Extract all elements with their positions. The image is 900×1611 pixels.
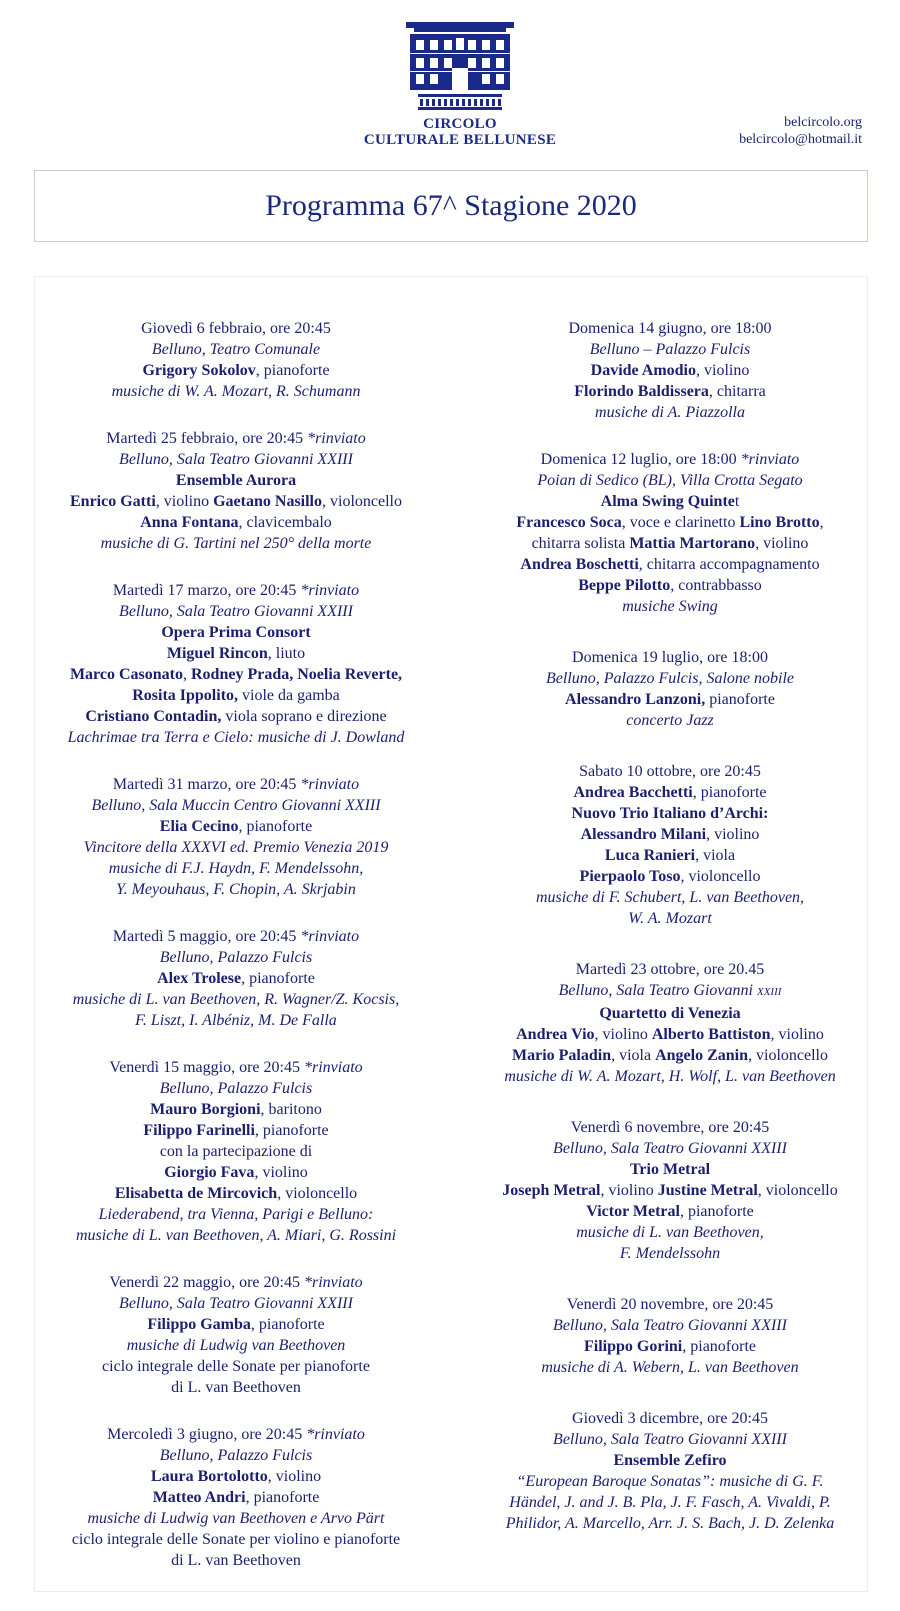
event-text: musiche di Ludwig van Beethoven: [126, 1337, 346, 1354]
performer-name: Trio Metral: [629, 1161, 711, 1178]
event-text: , pianoforte: [250, 1316, 325, 1333]
event-text: Belluno – Palazzo Fulcis: [589, 341, 751, 358]
event-text: , pianoforte: [238, 818, 313, 835]
contact-info: [739, 114, 862, 148]
event-line: [460, 1336, 880, 1357]
event-date-text: Venerdì 15 maggio, ore 20:45: [109, 1059, 300, 1076]
event-text: musiche di W. A. Mozart, R. Schumann: [111, 383, 361, 400]
performer-name: Davide Amodio: [590, 362, 696, 379]
event-item: [26, 1424, 446, 1571]
event-line: [26, 685, 446, 706]
event-line: [460, 668, 880, 689]
event-line: [26, 837, 446, 858]
event-line: [26, 533, 446, 554]
event-text: Belluno, Sala Teatro Giovanni XXIII: [553, 1431, 787, 1448]
email-link[interactable]: belcircolo@hotmail.it: [739, 132, 862, 147]
performer-name: Mario Paladin: [511, 1047, 612, 1064]
event-line: [460, 1066, 880, 1087]
event-item: [26, 580, 446, 748]
event-text: , violoncello: [277, 1185, 358, 1202]
event-line: [26, 1508, 446, 1529]
performer-name: Matteo Andri: [152, 1489, 246, 1506]
performer-name: Giorgio Fava: [164, 1164, 255, 1181]
event-text: Belluno, Palazzo Fulcis: [159, 1447, 313, 1464]
event-date: [26, 1057, 446, 1078]
event-item: [26, 428, 446, 554]
event-line: [26, 1183, 446, 1204]
event-text: , violino: [155, 493, 214, 510]
event-date: [26, 428, 446, 449]
event-text: , pianoforte: [682, 1338, 756, 1355]
performer-name: Alessandro Milani: [580, 826, 707, 843]
event-text: , chitarra accompagnamento: [638, 556, 820, 573]
event-text: , pianoforte: [679, 1203, 754, 1220]
event-date: [460, 318, 880, 339]
postponed-note: *rinviato: [302, 1426, 365, 1443]
event-text: F. Mendelssohn: [619, 1245, 721, 1262]
event-line: [26, 1314, 446, 1335]
event-date: [26, 926, 446, 947]
postponed-note: *rinviato: [296, 582, 360, 599]
event-line: [26, 816, 446, 837]
event-text: Belluno, Sala Muccin Centro Giovanni XXIII: [91, 797, 381, 814]
event-text: musiche di W. A. Mozart, H. Wolf, L. van Beethoven: [504, 1068, 836, 1085]
performer-name: Anna Fontana: [140, 514, 239, 531]
event-line: [26, 858, 446, 879]
event-text: , voce e clarinetto: [621, 514, 740, 531]
event-text: F. Liszt, I. Albéniz, M. De Falla: [135, 1012, 337, 1029]
event-text: , violino: [706, 826, 760, 843]
event-text: Händel, J. and J. B. Pla, J. F. Fasch, A. Vivaldi, P.: [509, 1494, 831, 1511]
event-line: [26, 1162, 446, 1183]
event-text: viole da gamba: [238, 687, 340, 704]
event-date-text: Martedì 31 marzo, ore 20:45: [112, 776, 297, 793]
event-line: [460, 512, 880, 533]
event-line: [26, 1487, 446, 1508]
event-line: [26, 989, 446, 1010]
event-line: [460, 1450, 880, 1471]
event-line: [460, 1159, 880, 1180]
event-text: Liederabend, tra Vienna, Parigi e Belluno:: [98, 1206, 374, 1223]
event-line: [460, 1513, 880, 1534]
event-text: musiche di L. van Beethoven, A. Miari, G. Rossini: [75, 1227, 397, 1244]
event-line: [26, 622, 446, 643]
event-text: , pianoforte: [254, 1122, 329, 1139]
event-date-text: Giovedì 3 dicembre, ore 20:45: [572, 1410, 768, 1427]
event-item: [460, 761, 880, 929]
performer-name: Elia Cecino: [159, 818, 239, 835]
event-text: , chitarra: [708, 383, 766, 400]
postponed-note: *rinviato: [299, 1059, 363, 1076]
event-text: , violino: [770, 1026, 824, 1043]
performer-name: Joseph Metral: [502, 1182, 601, 1199]
event-line: [460, 533, 880, 554]
event-line: [26, 512, 446, 533]
event-line: [460, 1243, 880, 1264]
event-date-text: Sabato 10 ottobre, ore 20:45: [579, 763, 761, 780]
event-text: chitarra solista: [531, 535, 630, 552]
event-line: [26, 879, 446, 900]
postponed-note: *rinviato: [736, 451, 800, 468]
event-item: [460, 647, 880, 731]
performer-name: Andrea Bacchetti: [573, 784, 693, 801]
performer-name: Mauro Borgioni: [150, 1101, 261, 1118]
event-date-text: Giovedì 6 febbraio, ore 20:45: [141, 320, 331, 337]
event-line: [26, 1204, 446, 1225]
performer-name: Lino Brotto: [739, 514, 820, 531]
title-box: [34, 170, 868, 242]
event-text: Belluno, Sala Teatro Giovanni: [558, 982, 757, 999]
event-item: [26, 774, 446, 900]
event-line: [460, 1201, 880, 1222]
performer-name: Marco Casonato: [69, 666, 183, 683]
performer-name: Enrico Gatti: [70, 493, 156, 510]
event-text: Belluno, Sala Teatro Giovanni XXIII: [119, 1295, 353, 1312]
event-text: Belluno, Sala Teatro Giovanni XXIII: [119, 603, 353, 620]
event-text: , violino: [594, 1026, 652, 1043]
event-text: musiche di G. Tartini nel 250° della morte: [100, 535, 372, 552]
event-text: Belluno, Sala Teatro Giovanni XXIII: [119, 451, 353, 468]
event-text: XXIII: [756, 986, 782, 998]
postponed-note: *rinviato: [303, 430, 366, 447]
event-date-text: Venerdì 6 novembre, ore 20:45: [570, 1119, 770, 1136]
event-line: [460, 554, 880, 575]
performer-name: Andrea Boschetti: [520, 556, 639, 573]
performer-name: Luca Ranieri: [604, 847, 696, 864]
event-date: [460, 647, 880, 668]
website-link[interactable]: belcircolo.org: [784, 115, 862, 130]
performer-name: Alex Trolese: [157, 970, 242, 987]
event-line: [460, 887, 880, 908]
event-date: [460, 449, 880, 470]
event-line: [26, 491, 446, 512]
event-item: [460, 1408, 880, 1534]
event-text: , baritono: [260, 1101, 322, 1118]
event-date-text: Martedì 25 febbraio, ore 20:45: [106, 430, 304, 447]
performer-name: Filippo Farinelli: [143, 1122, 255, 1139]
event-item: [26, 318, 446, 402]
event-text: Belluno, Sala Teatro Giovanni XXIII: [553, 1317, 787, 1334]
event-text: musiche di Ludwig van Beethoven e Arvo Pärt: [87, 1510, 385, 1527]
building-logo-icon: [400, 18, 520, 116]
event-line: [460, 402, 880, 423]
event-line: [460, 1045, 880, 1066]
performer-name: Ensemble Zefiro: [613, 1452, 727, 1469]
event-text: Lachrimae tra Terra e Cielo: musiche di J. Dowland: [67, 729, 405, 746]
event-date: [460, 761, 880, 782]
event-line: [460, 491, 880, 512]
performer-name: Cristiano Contadin,: [85, 708, 222, 725]
event-line: [460, 845, 880, 866]
event-text: ciclo integrale delle Sonate per pianoforte: [102, 1358, 370, 1375]
page-title: Programma 67^ Stagione 2020: [265, 189, 637, 222]
event-line: [460, 360, 880, 381]
event-date: [460, 1294, 880, 1315]
event-line: [460, 381, 880, 402]
event-line: [26, 1141, 446, 1162]
event-text: , pianoforte: [255, 362, 330, 379]
event-text: musiche di L. van Beethoven, R. Wagner/Z. Kocsis,: [72, 991, 400, 1008]
performer-name: Alberto Battiston: [651, 1026, 771, 1043]
performer-name: Pierpaolo Toso: [579, 868, 681, 885]
event-item: [26, 1057, 446, 1246]
event-line: [460, 1492, 880, 1513]
event-line: [460, 470, 880, 491]
event-text: , violoncello: [680, 868, 761, 885]
event-date-text: Martedì 17 marzo, ore 20:45: [112, 582, 297, 599]
performer-name: Nuovo Trio Italiano d’Archi:: [571, 805, 769, 822]
event-line: [460, 803, 880, 824]
right-column: [460, 292, 880, 1534]
event-line: [26, 1466, 446, 1487]
performer-name: Victor Metral: [586, 1203, 680, 1220]
event-date-text: Domenica 19 luglio, ore 18:00: [572, 649, 768, 666]
event-line: [26, 947, 446, 968]
event-date: [26, 318, 446, 339]
event-text: , violino: [254, 1164, 308, 1181]
event-line: [26, 643, 446, 664]
event-line: [26, 601, 446, 622]
event-line: [26, 470, 446, 491]
performer-name: Grigory Sokolov: [142, 362, 256, 379]
event-text: Vincitore della XXXVI ed. Premio Venezia 2019: [83, 839, 389, 856]
event-text: musiche di F.J. Haydn, F. Mendelssohn,: [108, 860, 364, 877]
event-line: [460, 980, 880, 1003]
event-text: musiche Swing: [622, 598, 718, 615]
event-line: [26, 1225, 446, 1246]
logo: [360, 18, 560, 148]
event-text: , viola: [695, 847, 736, 864]
event-item: [460, 959, 880, 1087]
event-text: Y. Meyouhaus, F. Chopin, A. Skrjabin: [116, 881, 356, 898]
event-text: Belluno, Sala Teatro Giovanni XXIII: [553, 1140, 787, 1157]
event-line: [26, 795, 446, 816]
logo-line2: CULTURALE BELLUNESE: [363, 132, 557, 148]
event-item: [460, 449, 880, 617]
event-text: musiche di L. van Beethoven,: [576, 1224, 764, 1241]
event-text: , viola: [611, 1047, 656, 1064]
event-text: , liuto: [267, 645, 306, 662]
performer-name: Alma Swing Quinte: [600, 493, 735, 510]
performer-name: Miguel Rincon: [166, 645, 268, 662]
logo-line1: CIRCOLO: [423, 116, 497, 132]
performer-name: Andrea Vio: [516, 1026, 595, 1043]
performer-name: Laura Bortolotto: [150, 1468, 268, 1485]
event-text: musiche di A. Piazzolla: [595, 404, 745, 421]
performer-name: Mattia Martorano: [629, 535, 756, 552]
event-date: [460, 959, 880, 980]
event-line: [460, 596, 880, 617]
event-line: [460, 1222, 880, 1243]
event-text: ,: [819, 514, 824, 531]
event-line: [460, 1315, 880, 1336]
performer-name: Francesco Soca: [516, 514, 622, 531]
event-text: di L. van Beethoven: [171, 1379, 301, 1396]
event-text: Philidor, A. Marcello, Arr. J. S. Bach, J. D. Zelenka: [505, 1515, 835, 1532]
performer-name: Ensemble Aurora: [175, 472, 297, 489]
event-text: Poian di Sedico (BL), Villa Crotta Segato: [537, 472, 803, 489]
event-line: [26, 1293, 446, 1314]
event-date: [460, 1117, 880, 1138]
event-line: [26, 449, 446, 470]
event-line: [26, 1377, 446, 1398]
event-date-text: Mercoledì 3 giugno, ore 20:45: [107, 1426, 303, 1443]
event-text: musiche di F. Schubert, L. van Beethoven,: [535, 889, 805, 906]
event-line: [460, 575, 880, 596]
performer-name: Beppe Pilotto: [578, 577, 671, 594]
event-line: [460, 339, 880, 360]
performer-name: Alessandro Lanzoni,: [565, 691, 706, 708]
event-line: [26, 968, 446, 989]
event-item: [26, 1272, 446, 1398]
event-line: [460, 1024, 880, 1045]
event-text: “European Baroque Sonatas”: musiche di G. F.: [516, 1473, 824, 1490]
event-text: , pianoforte: [241, 970, 315, 987]
event-text: Belluno, Palazzo Fulcis: [159, 1080, 313, 1097]
event-text: , violino: [755, 535, 809, 552]
event-line: [460, 710, 880, 731]
event-line: [26, 1078, 446, 1099]
event-text: , contrabbasso: [670, 577, 762, 594]
event-line: [26, 1529, 446, 1550]
event-date: [460, 1408, 880, 1429]
event-line: [460, 1138, 880, 1159]
event-line: [460, 824, 880, 845]
event-text: , violino: [267, 1468, 322, 1485]
event-text: pianoforte: [705, 691, 775, 708]
postponed-note: *rinviato: [296, 776, 360, 793]
event-date: [26, 1272, 446, 1293]
event-line: [26, 706, 446, 727]
event-line: [460, 1180, 880, 1201]
performer-name: Opera Prima Consort: [161, 624, 311, 641]
event-date-text: Martedì 5 maggio, ore 20:45: [112, 928, 297, 945]
event-text: Belluno, Palazzo Fulcis, Salone nobile: [546, 670, 794, 687]
event-item: [460, 1117, 880, 1264]
event-text: con la partecipazione di: [159, 1143, 313, 1160]
postponed-note: *rinviato: [299, 1274, 363, 1291]
event-text: , pianoforte: [692, 784, 767, 801]
event-line: [460, 1429, 880, 1450]
event-text: W. A. Mozart: [628, 910, 712, 927]
event-date: [26, 1424, 446, 1445]
event-text: , violino: [696, 362, 750, 379]
event-date: [26, 774, 446, 795]
performer-name: Rosita Ippolito,: [132, 687, 239, 704]
event-item: [460, 318, 880, 423]
event-text: t: [734, 493, 740, 510]
event-line: [26, 1356, 446, 1377]
event-date-text: Venerdì 22 maggio, ore 20:45: [109, 1274, 300, 1291]
event-text: , violoncello: [757, 1182, 838, 1199]
event-date-text: Domenica 12 luglio, ore 18:00: [540, 451, 737, 468]
event-date-text: Venerdì 20 novembre, ore 20:45: [566, 1296, 774, 1313]
event-text: , violoncello: [748, 1047, 828, 1064]
event-text: , violino: [600, 1182, 658, 1199]
event-line: [26, 1099, 446, 1120]
event-date-text: Domenica 14 giugno, ore 18:00: [568, 320, 772, 337]
event-text: Belluno, Teatro Comunale: [151, 341, 321, 358]
performer-name: Angelo Zanin: [655, 1047, 749, 1064]
performer-name: Florindo Baldissera: [574, 383, 709, 400]
event-line: [460, 1471, 880, 1492]
event-line: [460, 866, 880, 887]
event-line: [26, 1010, 446, 1031]
event-line: [26, 727, 446, 748]
event-line: [460, 689, 880, 710]
event-line: [26, 1335, 446, 1356]
performer-name: Filippo Gorini: [584, 1338, 683, 1355]
event-date: [26, 580, 446, 601]
event-text: viola soprano e direzione: [221, 708, 387, 725]
performer-name: Filippo Gamba: [147, 1316, 251, 1333]
event-text: , clavicembalo: [238, 514, 332, 531]
left-column: [26, 292, 446, 1571]
event-text: ciclo integrale delle Sonate per violino e pianoforte: [71, 1531, 401, 1548]
event-item: [460, 1294, 880, 1378]
event-line: [26, 664, 446, 685]
event-line: [26, 1120, 446, 1141]
event-line: [26, 1550, 446, 1571]
event-item: [26, 926, 446, 1031]
event-line: [460, 908, 880, 929]
event-text: , violoncello: [322, 493, 402, 510]
performer-name: Rodney Prada, Noelia Reverte,: [190, 666, 403, 683]
performer-name: Justine Metral: [657, 1182, 758, 1199]
event-text: Belluno, Palazzo Fulcis: [159, 949, 313, 966]
event-date-text: Martedì 23 ottobre, ore 20.45: [575, 961, 765, 978]
performer-name: Quartetto di Venezia: [599, 1005, 741, 1022]
performer-name: Gaetano Nasillo: [213, 493, 322, 510]
event-line: [26, 381, 446, 402]
event-text: musiche di A. Webern, L. van Beethoven: [541, 1359, 799, 1376]
event-line: [460, 1003, 880, 1024]
event-line: [26, 360, 446, 381]
event-text: concerto Jazz: [626, 712, 714, 729]
event-line: [460, 1357, 880, 1378]
event-text: di L. van Beethoven: [171, 1552, 301, 1569]
event-line: [26, 1445, 446, 1466]
event-text: , pianoforte: [245, 1489, 320, 1506]
postponed-note: *rinviato: [296, 928, 360, 945]
event-text: ,: [182, 666, 191, 683]
event-line: [460, 782, 880, 803]
event-line: [26, 339, 446, 360]
performer-name: Elisabetta de Mircovich: [114, 1185, 278, 1202]
